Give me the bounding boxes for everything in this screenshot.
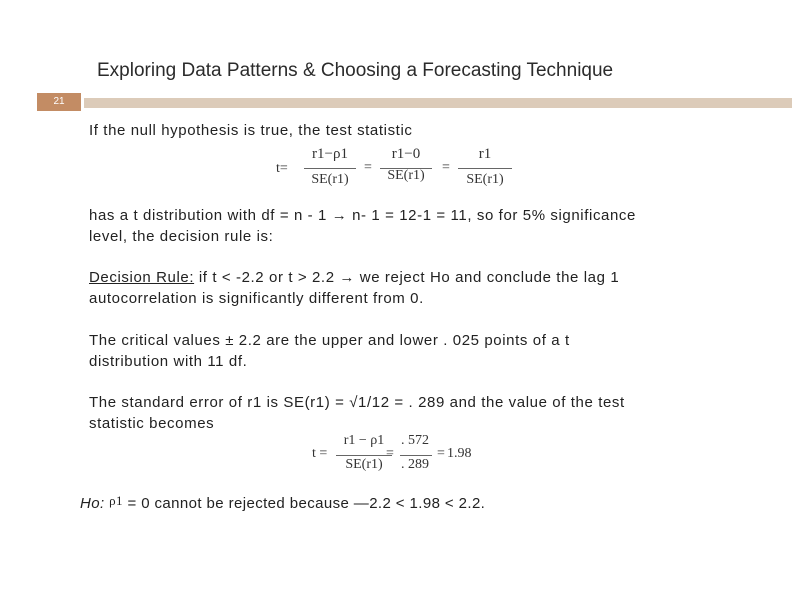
formula2-fraction-bar-2 <box>400 455 432 456</box>
decision-rule-line-2: autocorrelation is significantly different from 0. <box>89 290 424 307</box>
rho-symbol: ρ1 <box>109 493 123 508</box>
standard-error-line-1: The standard error of r1 is SE(r1) = √1/12 = . 289 and the value of the test <box>89 394 625 411</box>
formula2-result: 1.98 <box>447 446 472 461</box>
formula1-denominator-3: SE(r1) <box>466 172 504 187</box>
slide-title: Exploring Data Patterns & Choosing a Forecasting Technique <box>97 60 614 81</box>
formula1-lhs: t= <box>276 161 288 176</box>
distribution-line-2: level, the decision rule is: <box>89 228 274 245</box>
distribution-line-1: has a t distribution with df = n - 1 → n- 1 = 12-1 = 11, so for 5% significance <box>89 207 636 224</box>
ho-conclusion-text: = 0 cannot be rejected because —2.2 < 1.98 < 2.2. <box>122 495 486 512</box>
formula1-equals-2: = <box>442 160 450 175</box>
slide-number-badge: 21 <box>37 93 81 111</box>
formula2-equals-2: = <box>437 446 445 461</box>
formula2-lhs: t = <box>312 446 328 461</box>
null-hypothesis-conclusion <box>80 493 485 514</box>
decision-rule-label: Decision Rule: <box>89 269 195 286</box>
formula1-denominator-1: SE(r1) <box>311 172 349 187</box>
formula1-numerator-1: r1−ρ1 <box>312 146 348 162</box>
ho-label: Ho: <box>80 495 105 512</box>
header-rule <box>84 98 792 108</box>
critical-values-line-1: The critical values ± 2.2 are the upper and lower . 025 points of a t <box>89 332 570 349</box>
formula2-numerator-1: r1 − ρ1 <box>343 433 385 448</box>
formula1-numerator-3: r1 <box>478 146 492 162</box>
formula2-fraction-bar-1 <box>336 455 392 456</box>
formula1-fraction-bar-1 <box>304 168 356 169</box>
standard-error-line-2: statistic becomes <box>89 415 215 432</box>
formula2-denominator-1: SE(r1) <box>345 457 383 472</box>
formula1-fraction-bar-3 <box>458 168 512 169</box>
intro-text: If the null hypothesis is true, the test statistic <box>89 122 413 139</box>
formula2-equals-1: = <box>386 446 394 461</box>
formula2-numerator-2: . 572 <box>401 433 429 448</box>
critical-values-line-2: distribution with 11 df. <box>89 353 248 370</box>
formula1-denominator-2: SE(r1) <box>387 168 425 183</box>
formula1-equals-1: = <box>364 160 372 175</box>
formula1-numerator-2: r1−0 <box>391 146 421 162</box>
decision-rule-text: if t < -2.2 or t > 2.2 → we reject Ho and conclude the lag 1 <box>194 269 620 286</box>
decision-rule-line-1 <box>89 267 619 288</box>
formula2-denominator-2: . 289 <box>401 457 429 472</box>
